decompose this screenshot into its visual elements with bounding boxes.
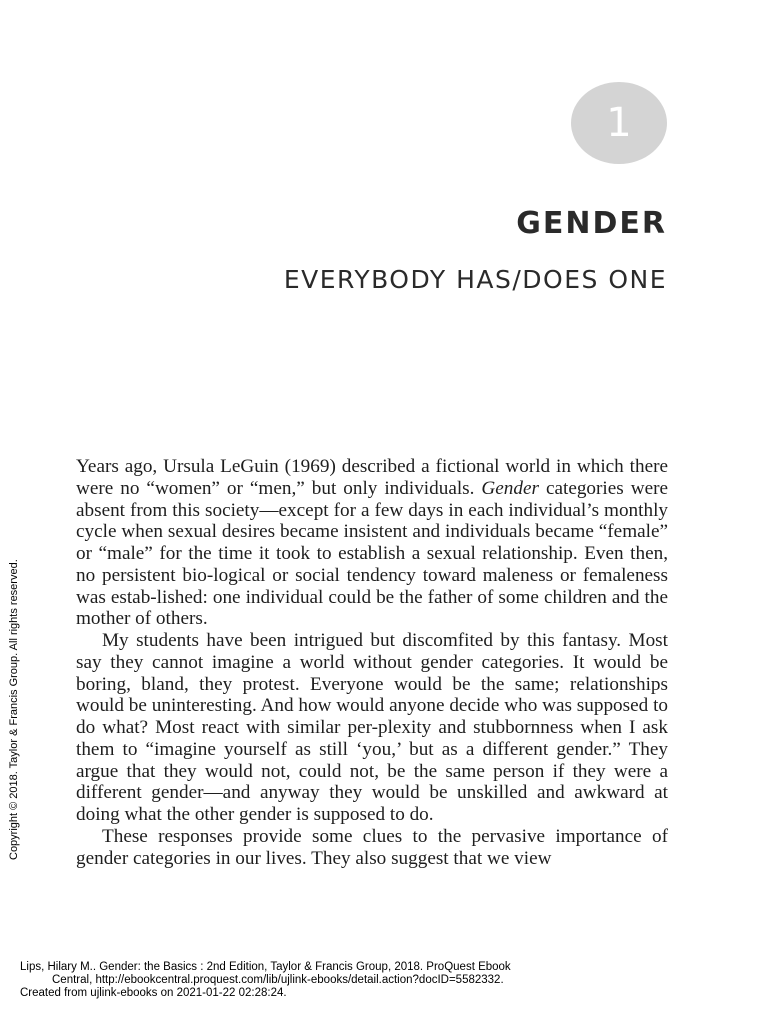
paragraph-2: My students have been intrigued but discomfited by this fantasy. Most say they cannot imagine a world without gender categories. It would be boring, bland, they protest. Everyone would be the same; relationships would be uninteresting. And how would anyone decide who was supposed to do what? Most react with similar per-plexity and stubbornness when I ask them to “imagine yourself as still ‘you,’ but as a different gender.” They argue that they would not, could not, be the same person if they were a different gender—and anyway they would be unskilled and awkward at doing what the other gender is supposed to do. [76,630,668,825]
body-text [76,456,668,869]
chapter-subtitle: EVERYBODY HAS/DOES ONE [283,265,667,294]
chapter-title: GENDER [516,206,667,241]
citation-line-3: Created from ujlink-ebooks on 2021-01-22 02:28:24. [20,987,287,999]
chapter-number-badge [571,82,667,164]
paragraph-3: These responses provide some clues to the pervasive importance of gender categories in our lives. They also suggest that we view [76,825,668,869]
paragraph-1 [76,456,668,630]
paragraph-1-rest: categories were absent from this society—except for a few days in each individual’s monthly cycle when sexual desires became insistent and individuals became “female” or “male” for the time it took to establish a sexual relationship. Even then, no persistent bio-logical or social tendency toward maleness or femaleness was estab-lished: one individual could be the father of some children and the mother of others. [76,477,668,630]
copyright-notice: Copyright © 2018. Taylor & Francis Group. All rights reserved. [8,559,20,860]
citation-line-2: Central, http://ebookcentral.proquest.com/lib/ujlink-ebooks/detail.action?docID=5582332. [52,974,504,986]
citation-footer [20,961,720,1000]
citation-line-1: Lips, Hilary M.. Gender: the Basics : 2nd Edition, Taylor & Francis Group, 2018. ProQuest Ebook [20,961,511,973]
paragraph-1-lead: Years ago, Ursula LeGuin (1969) described a fictional world in which there were no “women” or “men,” but only individuals. [76,456,668,499]
paragraph-1-emphasis: Gender [481,477,539,499]
chapter-number: 1 [606,100,632,146]
